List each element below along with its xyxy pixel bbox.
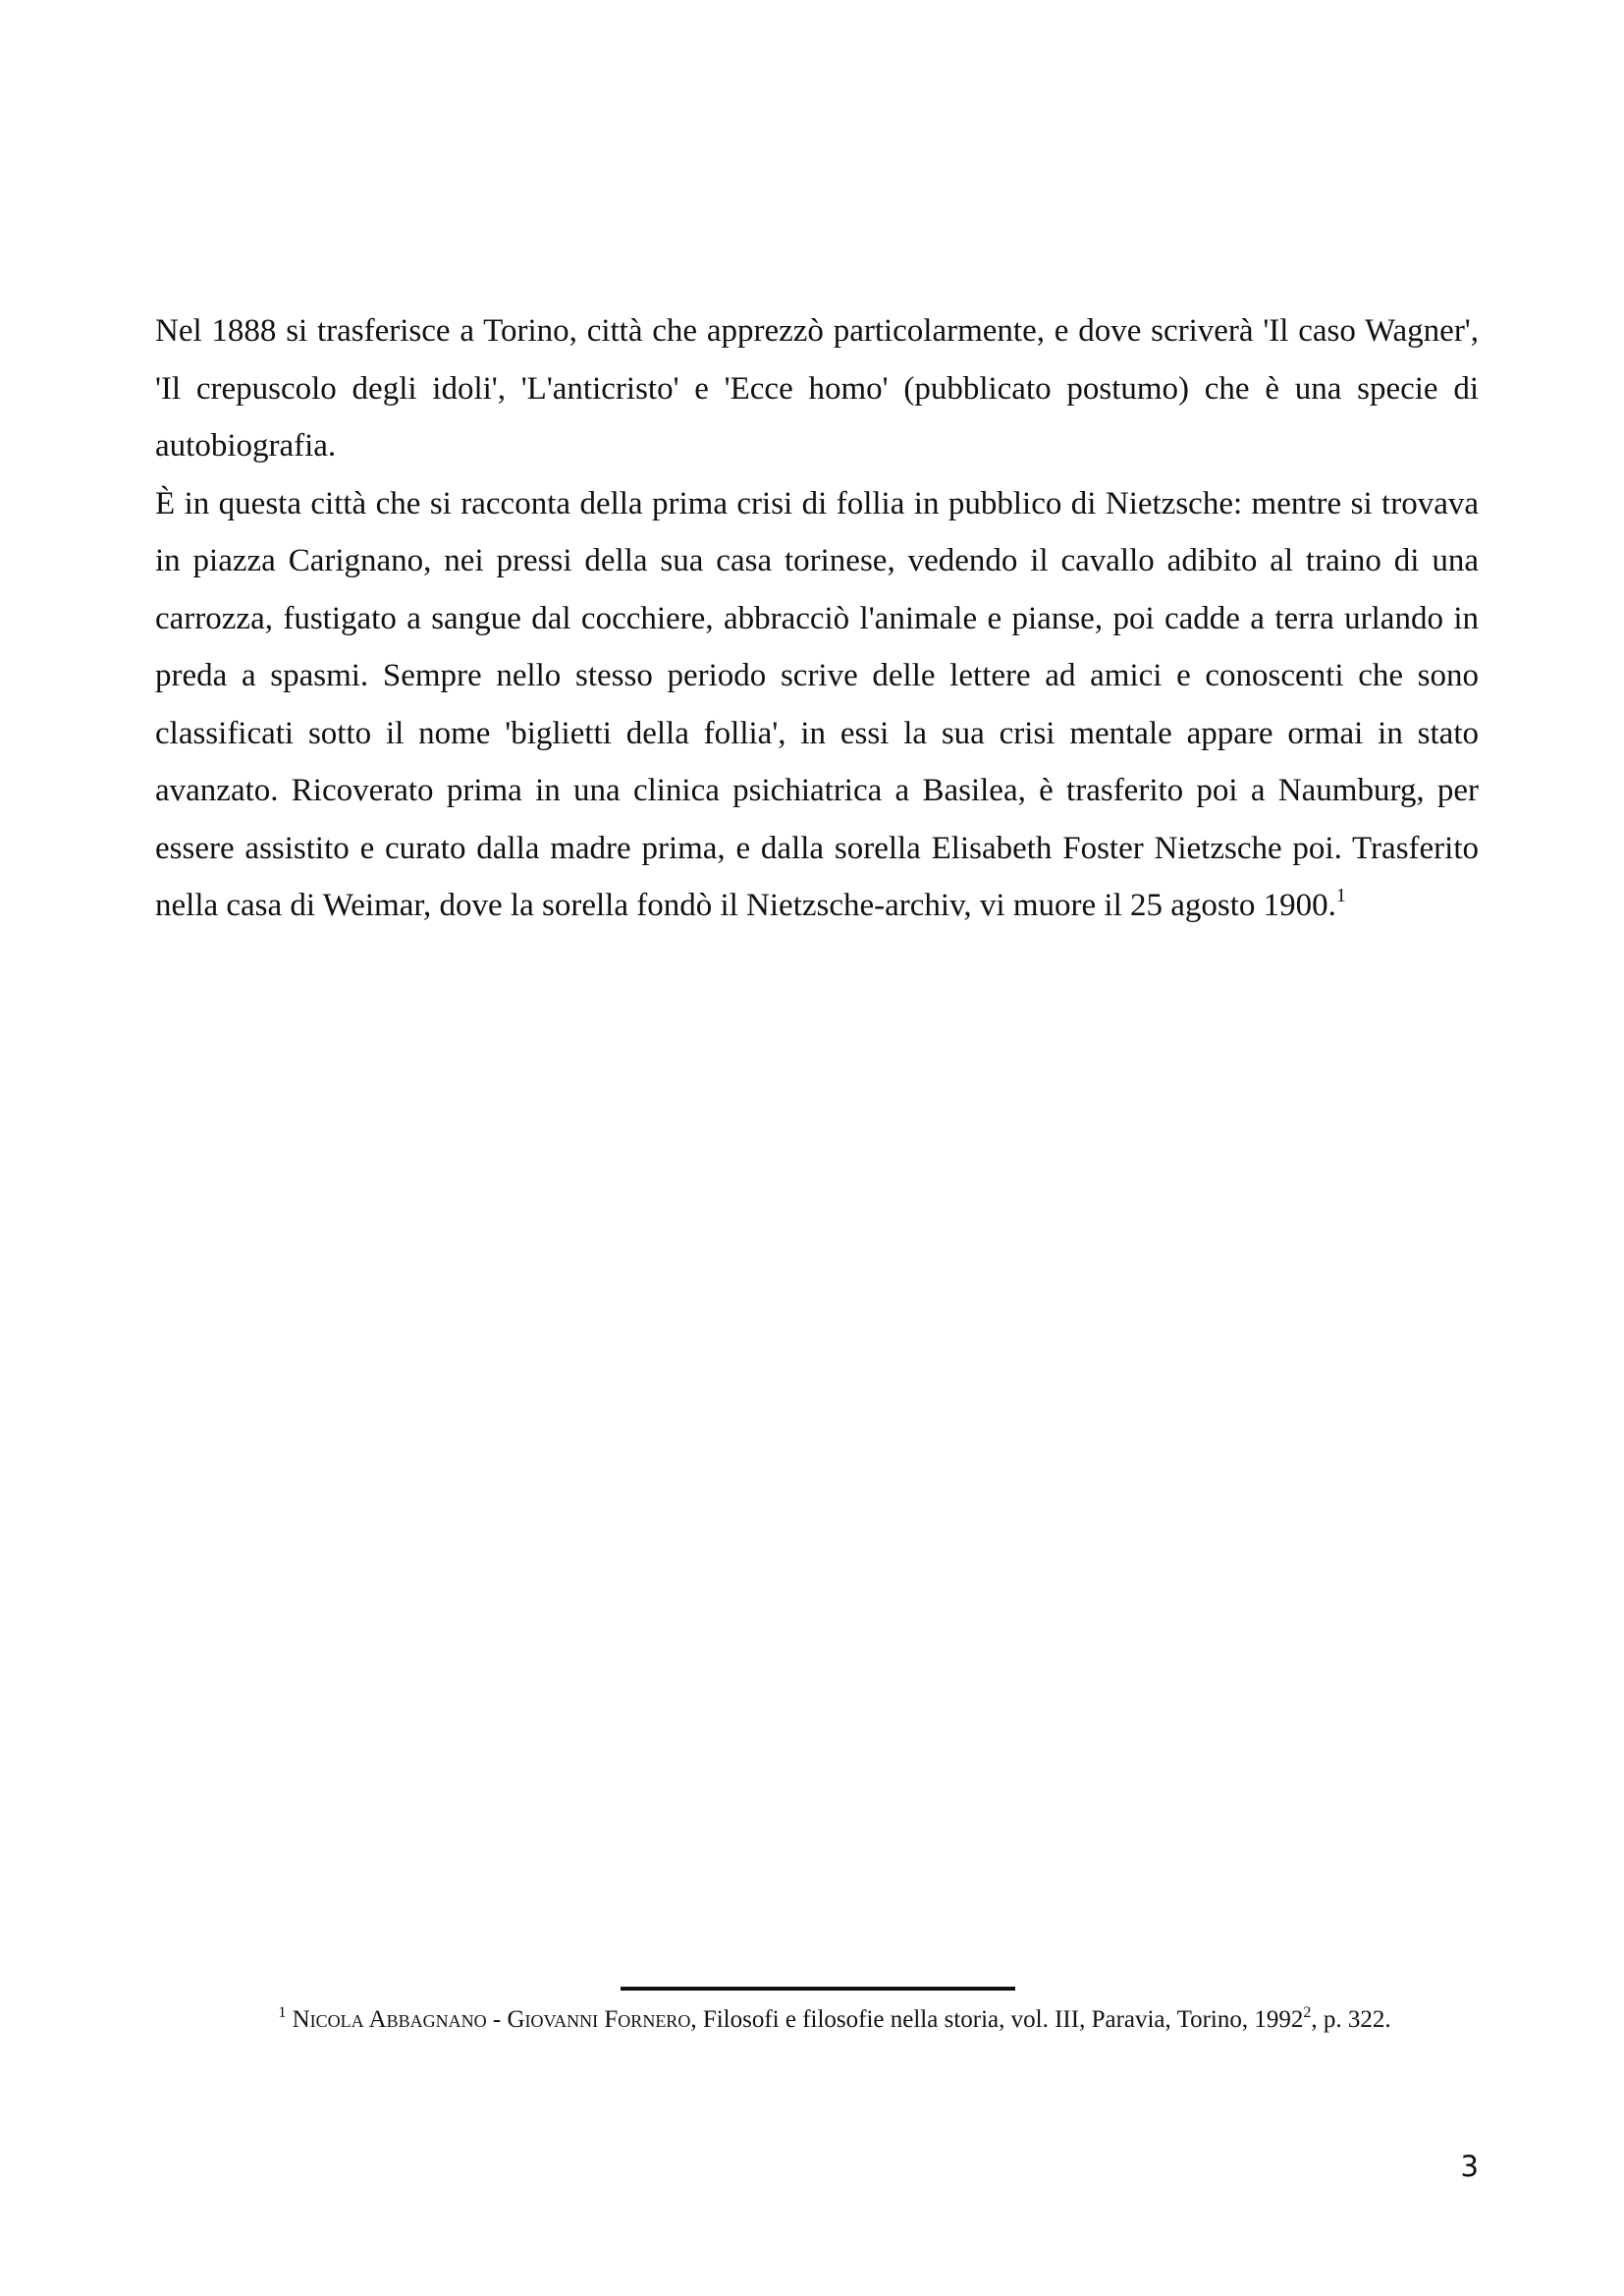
body-text (155, 302, 1479, 935)
footnote-author-1: Nicola Abbagnano (292, 2006, 487, 2033)
paragraph-1: Nel 1888 si trasferisce a Torino, città che apprezzò particolarmente, e dove scriverà 'Il caso Wagner', 'Il crepuscolo degli idoli', 'L'anticristo' e 'Ecce homo' (pubblicato postumo) che è una specie di autobiografia. (155, 313, 1479, 464)
footnote-page-reference: , p. 322. (1311, 2006, 1391, 2033)
footnote-number: 1 (278, 2004, 287, 2021)
footnote-reference[interactable]: 1 (1335, 885, 1346, 906)
page-number: 3 (1460, 2150, 1479, 2183)
paragraph-2-text: È in questa città che si racconta della prima crisi di follia in pubblico di Nietzsche: mentre si trovava in piazza Carignano, nei pressi della sua casa torinese, vedendo il cavallo adibito al traino di una carrozza, fustigato a sangue dal cocchiere, abbracciò l'animale e pianse, poi cadde a terra urlando in preda a spasmi. Sempre nello stesso periodo scrive delle lettere ad amici e conoscenti che sono classificati sotto il nome 'biglietti della follia', in essi la sua crisi mentale appare ormai in stato avanzato. Ricoverato prima in una clinica psichiatrica a Basilea, è trasferito poi a Naumburg, per essere assistito e curato dalla madre prima, e dalla sorella Elisabeth Foster Nietzsche poi. Trasferito nella casa di Weimar, dove la sorella fondò il Nietzsche-archiv, vi muore il 25 agosto 1900. (155, 485, 1479, 923)
footnote-edition-superscript: 2 (1303, 2004, 1312, 2021)
footnote-citation: , Filosofi e filosofie nella storia, vol. III, Paravia, Torino, 1992 (690, 2006, 1304, 2033)
paragraph-2 (155, 475, 1479, 935)
footnote-separator-rule (621, 1987, 1015, 1991)
footnote-author-separator: - (486, 2006, 508, 2033)
footnote-author-2: Giovanni Fornero (507, 2006, 691, 2033)
footnote (147, 2000, 1522, 2040)
